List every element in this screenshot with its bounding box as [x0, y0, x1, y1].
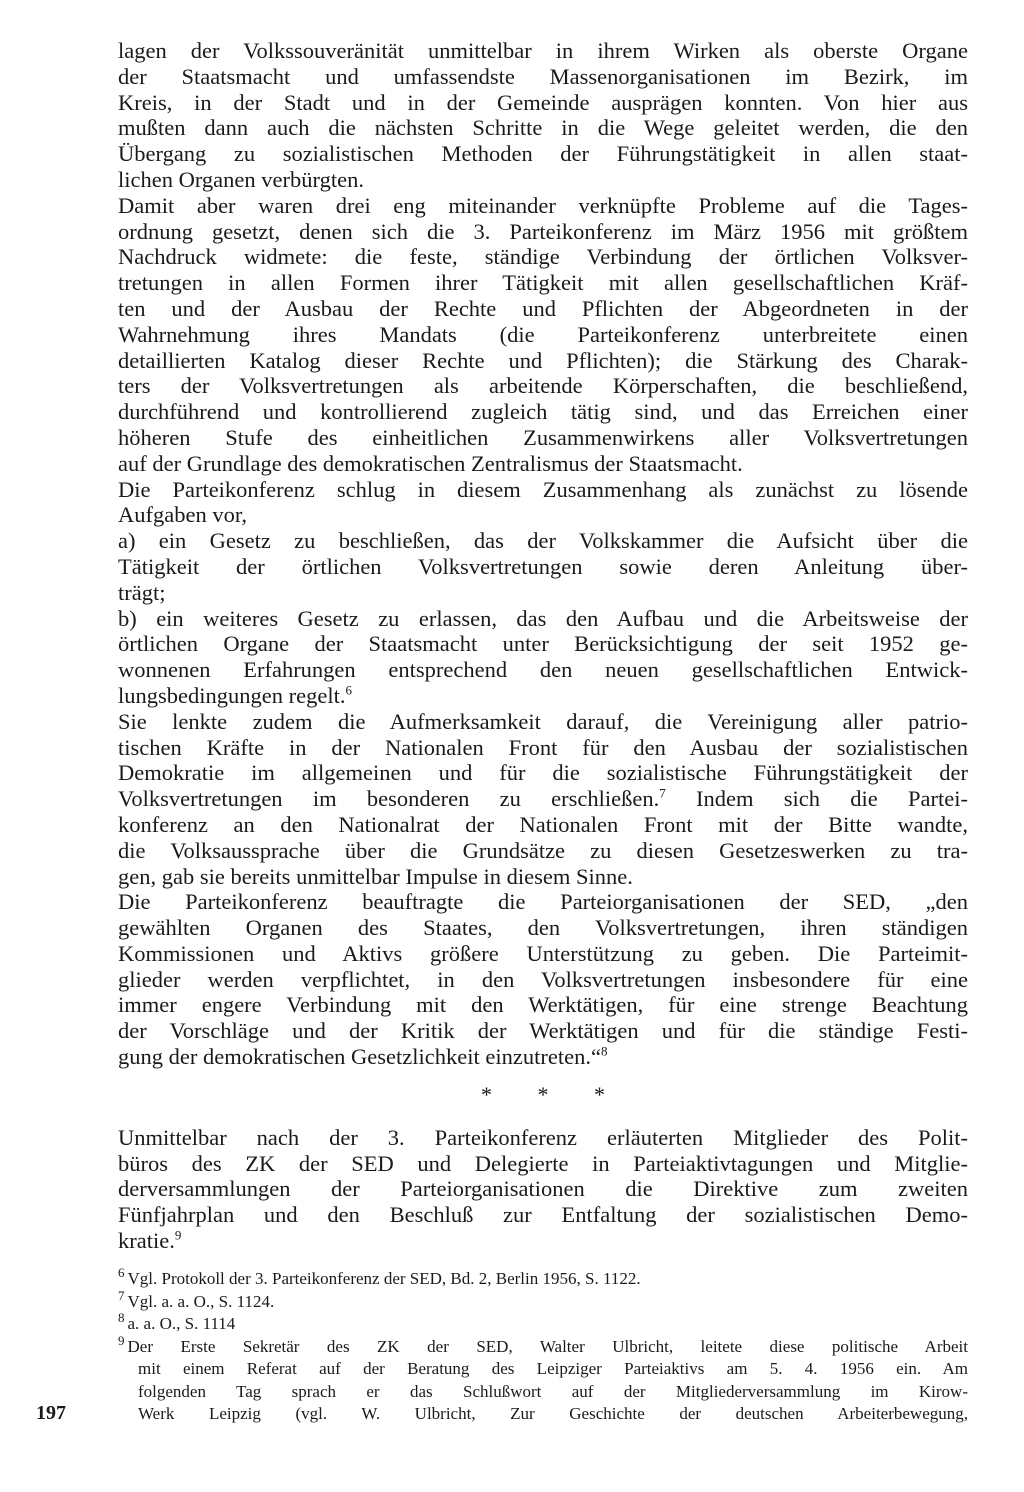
text-line: wonnenen Erfahrungen entsprechend den neuen gesellschaftlichen Entwick- — [118, 657, 968, 683]
text-line: trägt; — [118, 579, 166, 605]
footnote-number: 7 — [118, 1287, 125, 1303]
text-line: Unmittelbar nach der 3. Parteikonferenz erläuterten Mitglieder des Polit- — [118, 1124, 968, 1150]
text-line: ters der Volksvertretungen als arbeitende Körperschaften, die beschließend, — [118, 373, 968, 399]
footnote-9-line: mit einem Referat auf der Beratung des Leipziger Parteiaktivs am 5. 4. 1956 ein. Am — [138, 1359, 968, 1378]
text-line: gewählten Organen des Staates, den Volksvertretungen, ihren ständigen — [118, 915, 968, 941]
text-fragment: lungsbedingungen regelt. — [118, 682, 346, 708]
footnote-9-line: folgenden Tag sprach er das Schlußwort auf der Mitgliederversammlung im Kirow- — [138, 1381, 968, 1401]
text-line: auf der Grundlage des demokratischen Zentralismus der Staatsmacht. — [118, 450, 743, 476]
footnote-6 — [118, 1265, 968, 1291]
text-line: lagen der Volkssouveränität unmittelbar in ihrem Wirken als oberste Organe — [118, 38, 968, 63]
footnote-number: 8 — [118, 1310, 125, 1326]
footnote-text: a. a. O., S. 1114 — [127, 1314, 236, 1333]
text-line: büros des ZK der SED und Delegierte in Parteiaktivtagungen und Mitglie- — [118, 1150, 968, 1176]
footnote-8 — [118, 1310, 968, 1336]
text-line — [118, 683, 968, 709]
text-line: durchführend und kontrollierend zugleich tätig sind, und das Erreichen einer — [118, 399, 968, 425]
footnote-9 — [118, 1332, 968, 1359]
text-fragment: Indem sich die Partei- — [665, 786, 969, 812]
text-line: derversammlungen der Parteiorganisationen die Direktive zum zweiten — [118, 1176, 968, 1202]
text-line: gen, gab sie bereits unmittelbar Impulse in diesem Sinne. — [118, 863, 633, 889]
section-separator: * * * — [481, 1081, 625, 1107]
text-line: ten und der Ausbau der Rechte und Pflichten der Abgeordneten in der — [118, 295, 968, 321]
paragraph-2 — [118, 193, 968, 477]
text-line: Sie lenkte zudem die Aufmerksamkeit darauf, die Vereinigung aller patrio- — [118, 708, 968, 734]
text-fragment: Volksvertretungen im besonderen zu erschließen. — [118, 786, 660, 812]
paragraph-4 — [118, 709, 968, 890]
text-line: Tätigkeit der örtlichen Volksvertretungen sowie deren Anleitung über- — [118, 553, 968, 579]
text-line: tischen Kräfte in der Nationalen Front für den Ausbau der sozialistischen — [118, 734, 968, 760]
text-fragment: gung der demokratischen Gesetzlichkeit einzutreten.“ — [118, 1044, 601, 1070]
text-line: Wahrnehmung ihres Mandats (die Parteikonferenz unterbreitete einen — [118, 321, 968, 347]
text-line: Kreis, in der Stadt und in der Gemeinde ausprägen konnten. Von hier aus — [118, 89, 968, 115]
text-line: b) ein weiteres Gesetz zu erlassen, das den Aufbau und die Arbeitsweise der — [118, 605, 968, 631]
list-item-a — [118, 528, 968, 605]
footnote-text: Der Erste Sekretär des ZK der SED, Walter Ulbricht, leitete diese politische Arbeit — [127, 1336, 968, 1356]
footnotes — [118, 1265, 968, 1426]
paragraph-6 — [118, 1125, 968, 1254]
list-item-b — [118, 606, 968, 709]
page-number: 197 — [36, 1402, 66, 1424]
text-line: örtlichen Organe der Staatsmacht unter Berücksichtigung der seit 1952 ge- — [118, 631, 968, 657]
text-line: lichen Organen verbürgten. — [118, 166, 364, 192]
text-line: konferenz an den Nationalrat der Nationalen Front mit der Bitte wandte, — [118, 811, 968, 837]
text-line — [118, 1228, 968, 1254]
text-line: höheren Stufe des einheitlichen Zusammenwirkens aller Volksvertretungen — [118, 424, 968, 450]
footnote-number: 6 — [118, 1265, 125, 1281]
main-text — [118, 38, 968, 1254]
text-line: detaillierten Katalog dieser Rechte und Pflichten); die Stärkung des Charak- — [118, 347, 968, 373]
text-line: Die Parteikonferenz beauftragte die Parteiorganisationen der SED, „den — [118, 889, 968, 915]
paragraph-5 — [118, 889, 968, 1070]
footnote-ref-7[interactable]: 7 — [659, 785, 666, 801]
text-line: Damit aber waren drei eng miteinander verknüpfte Probleme auf die Tages- — [118, 192, 968, 218]
text-line: der Staatsmacht und umfassendste Massenorganisationen im Bezirk, im — [118, 63, 968, 89]
footnote-ref-9[interactable]: 9 — [174, 1227, 182, 1243]
text-line: Die Parteikonferenz schlug in diesem Zusammenhang als zunächst zu lösende — [118, 476, 968, 502]
text-line: Übergang zu sozialistischen Methoden der Führungstätigkeit in allen staat- — [118, 141, 968, 167]
text-line: Nachdruck widmete: die feste, ständige Verbindung der örtlichen Volksver- — [118, 244, 968, 270]
text-line: immer engere Verbindung mit den Werktätigen, für eine strenge Beachtung — [118, 992, 968, 1018]
paragraph-1 — [118, 38, 968, 193]
text-line: der Vorschläge und der Kritik der Werktätigen und für die ständige Festi- — [118, 1018, 968, 1044]
text-line: Kommissionen und Aktivs größere Unterstützung zu geben. Die Parteimit- — [118, 940, 968, 966]
footnote-text: Vgl. a. a. O., S. 1124. — [127, 1291, 275, 1311]
text-line: die Volksaussprache über die Grundsätze zu diesen Gesetzeswerken zu tra- — [118, 837, 968, 863]
footnote-7 — [118, 1287, 968, 1314]
footnote-text: Vgl. Protokoll der 3. Parteikonferenz der SED, Bd. 2, Berlin 1956, S. 1122. — [127, 1269, 641, 1288]
text-line: a) ein Gesetz zu beschließen, das der Volkskammer die Aufsicht über die — [118, 528, 968, 554]
paragraph-3 — [118, 477, 968, 529]
text-line: Aufgaben vor, — [118, 502, 248, 528]
text-fragment: kratie. — [118, 1228, 175, 1254]
text-line: Demokratie im allgemeinen und für die sozialistische Führungstätigkeit der — [118, 760, 968, 786]
text-line: glieder werden verpflichtet, in den Volksvertretungen insbesondere für eine — [118, 966, 968, 992]
footnote-ref-6[interactable]: 6 — [345, 682, 352, 698]
text-line: tretungen in allen Formen ihrer Tätigkeit mit allen gesellschaftlichen Kräf- — [118, 270, 968, 296]
footnote-ref-8[interactable]: 8 — [600, 1043, 608, 1059]
text-line: ordnung gesetzt, denen sich die 3. Parteikonferenz im März 1956 mit größtem — [118, 218, 968, 244]
text-line — [118, 786, 968, 812]
text-line: mußten dann auch die nächsten Schritte in die Wege geleitet werden, die den — [118, 115, 968, 141]
text-line: Fünfjahrplan und den Beschluß zur Entfaltung der sozialistischen Demo- — [118, 1202, 968, 1228]
text-line — [118, 1044, 968, 1070]
footnote-9-line: Werk Leipzig (vgl. W. Ulbricht, Zur Geschichte der deutschen Arbeiterbewegung, — [138, 1404, 968, 1423]
footnote-number: 9 — [118, 1332, 125, 1348]
